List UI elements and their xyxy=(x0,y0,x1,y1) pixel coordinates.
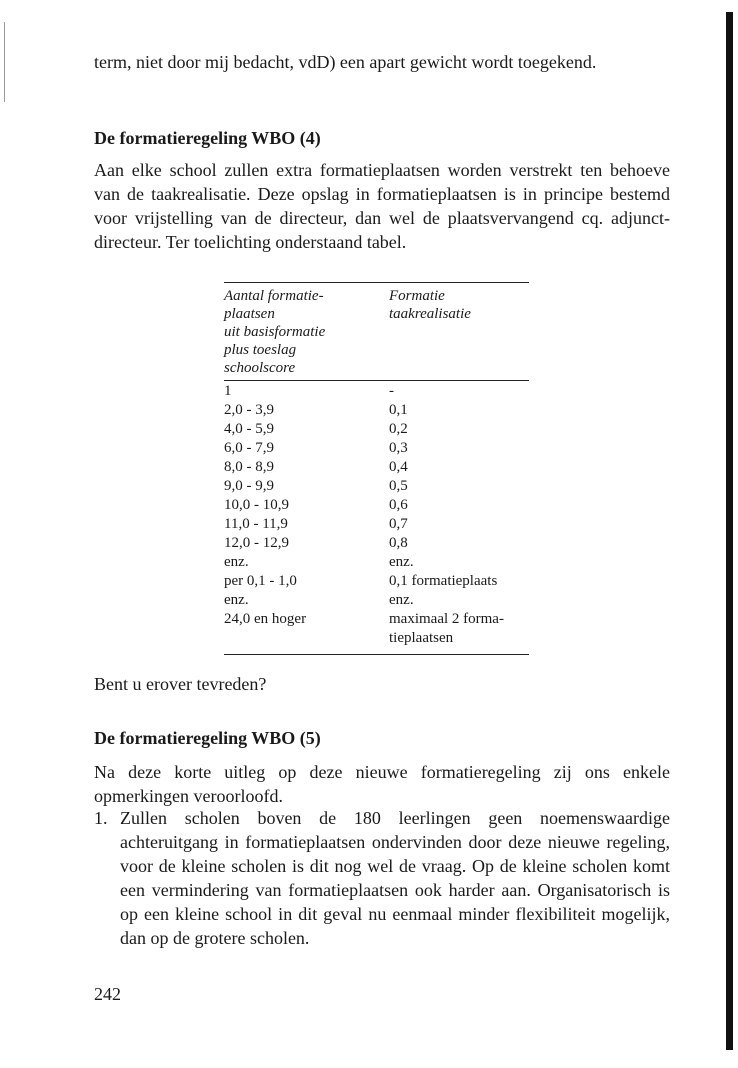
table-cell-aantal: enz. xyxy=(224,592,249,608)
table-cell-formatie: 0,5 xyxy=(389,478,408,494)
table-row xyxy=(224,534,529,553)
table-row xyxy=(224,553,529,572)
table-cell-aantal: 4,0 - 5,9 xyxy=(224,421,274,437)
table-cell-formatie: 0,6 xyxy=(389,497,408,513)
table-cell-formatie: maximaal 2 forma- tieplaatsen xyxy=(389,611,504,646)
table-row xyxy=(224,572,529,591)
list-item-number: 1. xyxy=(94,808,108,828)
question-text: Bent u erover tevreden? xyxy=(94,674,267,694)
table-cell-formatie: 0,2 xyxy=(389,421,408,437)
table-cell-formatie: 0,3 xyxy=(389,440,408,456)
table-cell-aantal: 24,0 en hoger xyxy=(224,611,307,627)
table-row xyxy=(224,458,529,477)
table-cell-aantal: 11,0 - 11,9 xyxy=(224,516,288,532)
table-cell-aantal: 8,0 - 8,9 xyxy=(224,459,274,475)
table-cell-aantal: 12,0 - 12,9 xyxy=(224,535,289,551)
section-4-paragraph: Aan elke school zullen extra formatieplaatsen worden verstrekt ten behoeve van de taakrealisatie. Deze opslag in formatieplaatsen is in principe bestemd voor vrijstelling van de directeur, dan wel de plaatsvervangend cq. adjunct-directeur. Ter toelichting onderstaand tabel. xyxy=(94,160,670,252)
table-cell-aantal: 9,0 - 9,9 xyxy=(224,478,274,494)
table-cell-aantal: 1 xyxy=(224,383,232,399)
table-header-rule xyxy=(224,380,529,381)
table-cell-aantal: 10,0 - 10,9 xyxy=(224,497,289,513)
table-row xyxy=(224,591,529,610)
table-row xyxy=(224,496,529,515)
table-cell-formatie: 0,1 xyxy=(389,402,408,418)
table-header-aantal: Aantal formatie- plaatsen uit basisformatie plus toeslag schoolscore xyxy=(224,288,326,376)
table-cell-formatie: 0,7 xyxy=(389,516,408,532)
intro-paragraph: term, niet door mij bedacht, vdD) een apart gewicht wordt toegekend. xyxy=(94,52,597,72)
section-heading-5: De formatieregeling WBO (5) xyxy=(94,728,321,748)
list-item-text: Zullen scholen boven de 180 leerlingen geen noemenswaardige achteruitgang in formatieplaatsen ondervinden door deze nieuwe regeling, voor de kleine scholen is dit nog wel de vraag. Op de kleine scholen komt een vermindering van formatieplaatsen ook harder aan. Organisatorisch is op een kleine school in dit geval nu eenmaal minder flexibiliteit mogelijk, dan op de grotere scholen. xyxy=(120,808,670,948)
table-cell-formatie: enz. xyxy=(389,554,414,570)
table-row xyxy=(224,420,529,439)
table-header-formatie: Formatie taakrealisatie xyxy=(389,288,471,322)
scan-edge-bar xyxy=(726,12,733,1050)
table-body xyxy=(224,382,529,648)
table-cell-aantal: 6,0 - 7,9 xyxy=(224,440,274,456)
table-cell-formatie: 0,4 xyxy=(389,459,408,475)
table-row xyxy=(224,477,529,496)
scan-left-mark xyxy=(4,22,5,102)
table-cell-formatie: 0,8 xyxy=(389,535,408,551)
table-cell-formatie: - xyxy=(389,383,394,399)
table-row xyxy=(224,382,529,401)
table-row xyxy=(224,401,529,420)
table-row xyxy=(224,515,529,534)
table-row xyxy=(224,439,529,458)
table-top-rule xyxy=(224,282,529,283)
table-cell-aantal: enz. xyxy=(224,554,249,570)
section-heading-4: De formatieregeling WBO (4) xyxy=(94,128,321,148)
page-number: 242 xyxy=(94,984,121,1004)
table-cell-aantal: per 0,1 - 1,0 xyxy=(224,573,297,589)
table-bottom-rule xyxy=(224,654,529,655)
table-cell-formatie: enz. xyxy=(389,592,414,608)
table-cell-aantal: 2,0 - 3,9 xyxy=(224,402,274,418)
table-row xyxy=(224,610,529,648)
table-cell-formatie: 0,1 formatieplaats xyxy=(389,573,498,589)
section-5-paragraph: Na deze korte uitleg op deze nieuwe formatieregeling zij ons enkele opmerkingen veroorloofd. xyxy=(94,762,670,806)
